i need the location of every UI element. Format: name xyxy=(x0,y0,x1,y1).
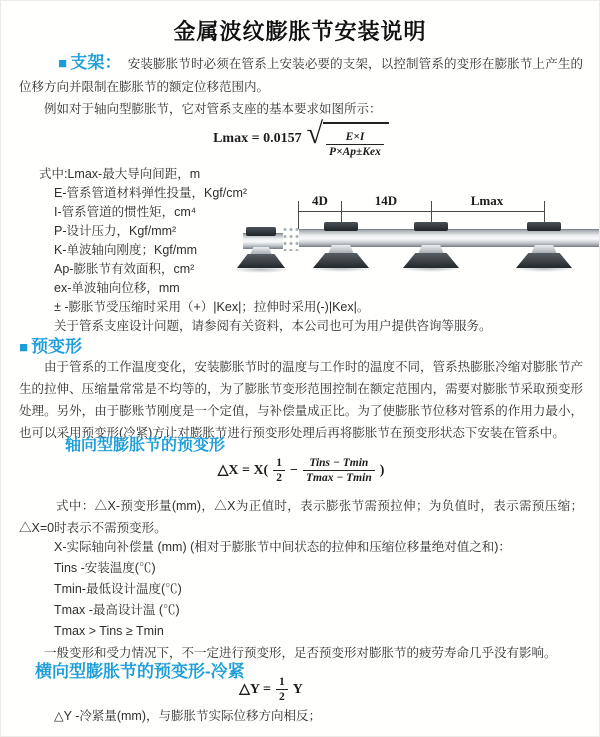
fraction xyxy=(326,130,384,160)
fraction-numerator: 1 xyxy=(278,676,285,688)
pipe-clamp xyxy=(414,222,448,231)
fraction-denominator: Tmax − Tmin xyxy=(303,470,375,485)
support-saddle xyxy=(531,245,557,254)
fraction-denominator: 2 xyxy=(273,470,285,485)
fraction-numerator: Tins − Tmin xyxy=(309,457,369,469)
pipe-clamp xyxy=(246,227,276,236)
temperature-fraction xyxy=(303,456,375,486)
support-base xyxy=(313,253,369,268)
support-saddle xyxy=(250,247,272,255)
axial-item: Tmax > Tins ≥ Tmin xyxy=(54,624,164,638)
pipe-clamp xyxy=(324,222,358,231)
lateral-predeform-formula xyxy=(1,675,541,705)
definition-item: P-设计压力，Kgf/mm² xyxy=(54,224,177,238)
formula-lhs: Lmax = 0.0157 xyxy=(213,130,302,146)
formula-lhs: △Y = xyxy=(239,682,271,698)
pipe xyxy=(299,229,599,247)
support-intro-text: 安装膨胀节时必须在管系上安装必要的支架，以控制管系的变形在膨胀节上产生的位移方向并限制在膨胀节的额定位移范围内。 xyxy=(19,57,584,94)
radicand xyxy=(323,122,389,160)
formula-lhs: △X = X( xyxy=(217,463,269,479)
bellows-expansion-joint xyxy=(281,225,301,251)
dim-label-14d: 14D xyxy=(374,193,398,208)
definition-item: E-管系管道材料弹性投量，Kgf/cm² xyxy=(54,186,248,200)
sqrt-radical xyxy=(307,118,389,160)
lateral-subsection-heading: 横向型膨胀节的预变形-冷紧 xyxy=(35,662,245,681)
axial-item: X-实际轴向补偿量 (mm) (相对于膨胀节中间状态的拉伸和压缩位移量绝对值之和)： xyxy=(54,540,511,554)
minus-sign: − xyxy=(289,462,298,478)
fraction-numerator: 1 xyxy=(276,457,282,469)
dimension-line xyxy=(298,211,544,212)
radical-sign-icon: √ xyxy=(306,117,324,150)
section-square-icon: ■ xyxy=(19,339,29,356)
fraction-numerator: E×I xyxy=(345,131,365,143)
support-saddle xyxy=(328,245,354,254)
support-note: 关于管系支座设计问题，请参阅有关资料，本公司也可为用户提供咨询等服务。 xyxy=(54,319,492,333)
fraction-denominator: P×Ap±Kex xyxy=(326,144,384,159)
lmax-formula xyxy=(1,118,600,160)
predeform-section-heading xyxy=(19,332,88,357)
dim-label-4d: 4D xyxy=(312,193,328,208)
section-square-icon: ■ xyxy=(58,55,68,72)
fraction-one-half xyxy=(276,675,288,705)
page-title: 金属波纹膨胀节安装说明 xyxy=(173,19,427,44)
pipe-clamp xyxy=(527,222,561,231)
axial-items-list xyxy=(54,537,511,642)
axial-item: Tmax -最高设计温 (℃) xyxy=(54,603,180,617)
definition-item: K-单波轴向刚度；Kgf/mm xyxy=(54,243,198,257)
fraction-denominator: 2 xyxy=(276,689,288,704)
support-paragraph xyxy=(19,51,583,99)
where-label: 式中:Lmax-最大导向间距，m xyxy=(39,167,201,181)
support-base xyxy=(237,254,285,268)
support-example-line: 例如对于轴向型膨胀节，它对管系支座的基本要求如图所示： xyxy=(44,102,382,116)
lateral-note-line: △Y -冷紧量(mm)，与膨胀节实际位移方向相反； xyxy=(54,709,322,723)
axial-item: Tmin-最低设计温度(℃) xyxy=(54,582,182,596)
support-base xyxy=(516,253,572,268)
axial-where-paragraph: 式中：△X-预变形量(mm)，△X为正值时，表示膨张节需预拉伸；为负值时，表示需预压缩；△X=0时表示不需预变形。 xyxy=(19,499,583,535)
support-base xyxy=(403,253,459,268)
fraction-one-half xyxy=(273,456,285,486)
axial-item: Tins -安装温度(℃) xyxy=(54,561,156,575)
formula-rhs: Y xyxy=(292,681,303,697)
support-section-heading: 支架： xyxy=(70,53,122,72)
axial-closing-line: 一般变形和受力情况下，不一定进行预变形，足否预变形对膨胀节的疲劳寿命几乎没有影响。 xyxy=(44,646,557,660)
axial-predeform-formula xyxy=(1,456,600,486)
predeform-paragraph: 由于管系的工作温度变化，安装膨胀节时的温度与工作时的温度不同，管系热膨胀冷缩对膨胀节产生的拉伸、压缩量常常是不均等的，为了膨胀节变形范围控制在额定范围内，需要对膨胀节采取预变形处理。另外，由于膨账节刚度是一个定值，与补偿量成正比。为了使膨胀节位移对管系的作用力最小，也可以采用预变形(冷紧)方让对膨胀节进行预变形处理后再将膨胀节在预变形状态下安装在管系中。 xyxy=(19,360,583,440)
dim-label-lmax: Lmax xyxy=(470,193,504,208)
predeform-heading-text: 预变形 xyxy=(31,337,83,356)
closing-paren: ) xyxy=(379,462,385,478)
definition-item: Ap-膨胀节有效面积，cm² xyxy=(54,262,195,276)
axial-subsection-heading: 轴向型膨胀节的预变形 xyxy=(65,437,226,454)
definition-item: ± -膨胀节受压缩时采用（+）|Kex|；拉伸时采用(-)|Kex|。 xyxy=(54,300,370,314)
support-spacing-diagram xyxy=(241,191,599,293)
definition-item: ex-单波轴向位移，mm xyxy=(54,281,180,295)
definition-item: I-管系管道的惯性矩，cm⁴ xyxy=(54,205,197,219)
support-saddle xyxy=(418,245,444,254)
